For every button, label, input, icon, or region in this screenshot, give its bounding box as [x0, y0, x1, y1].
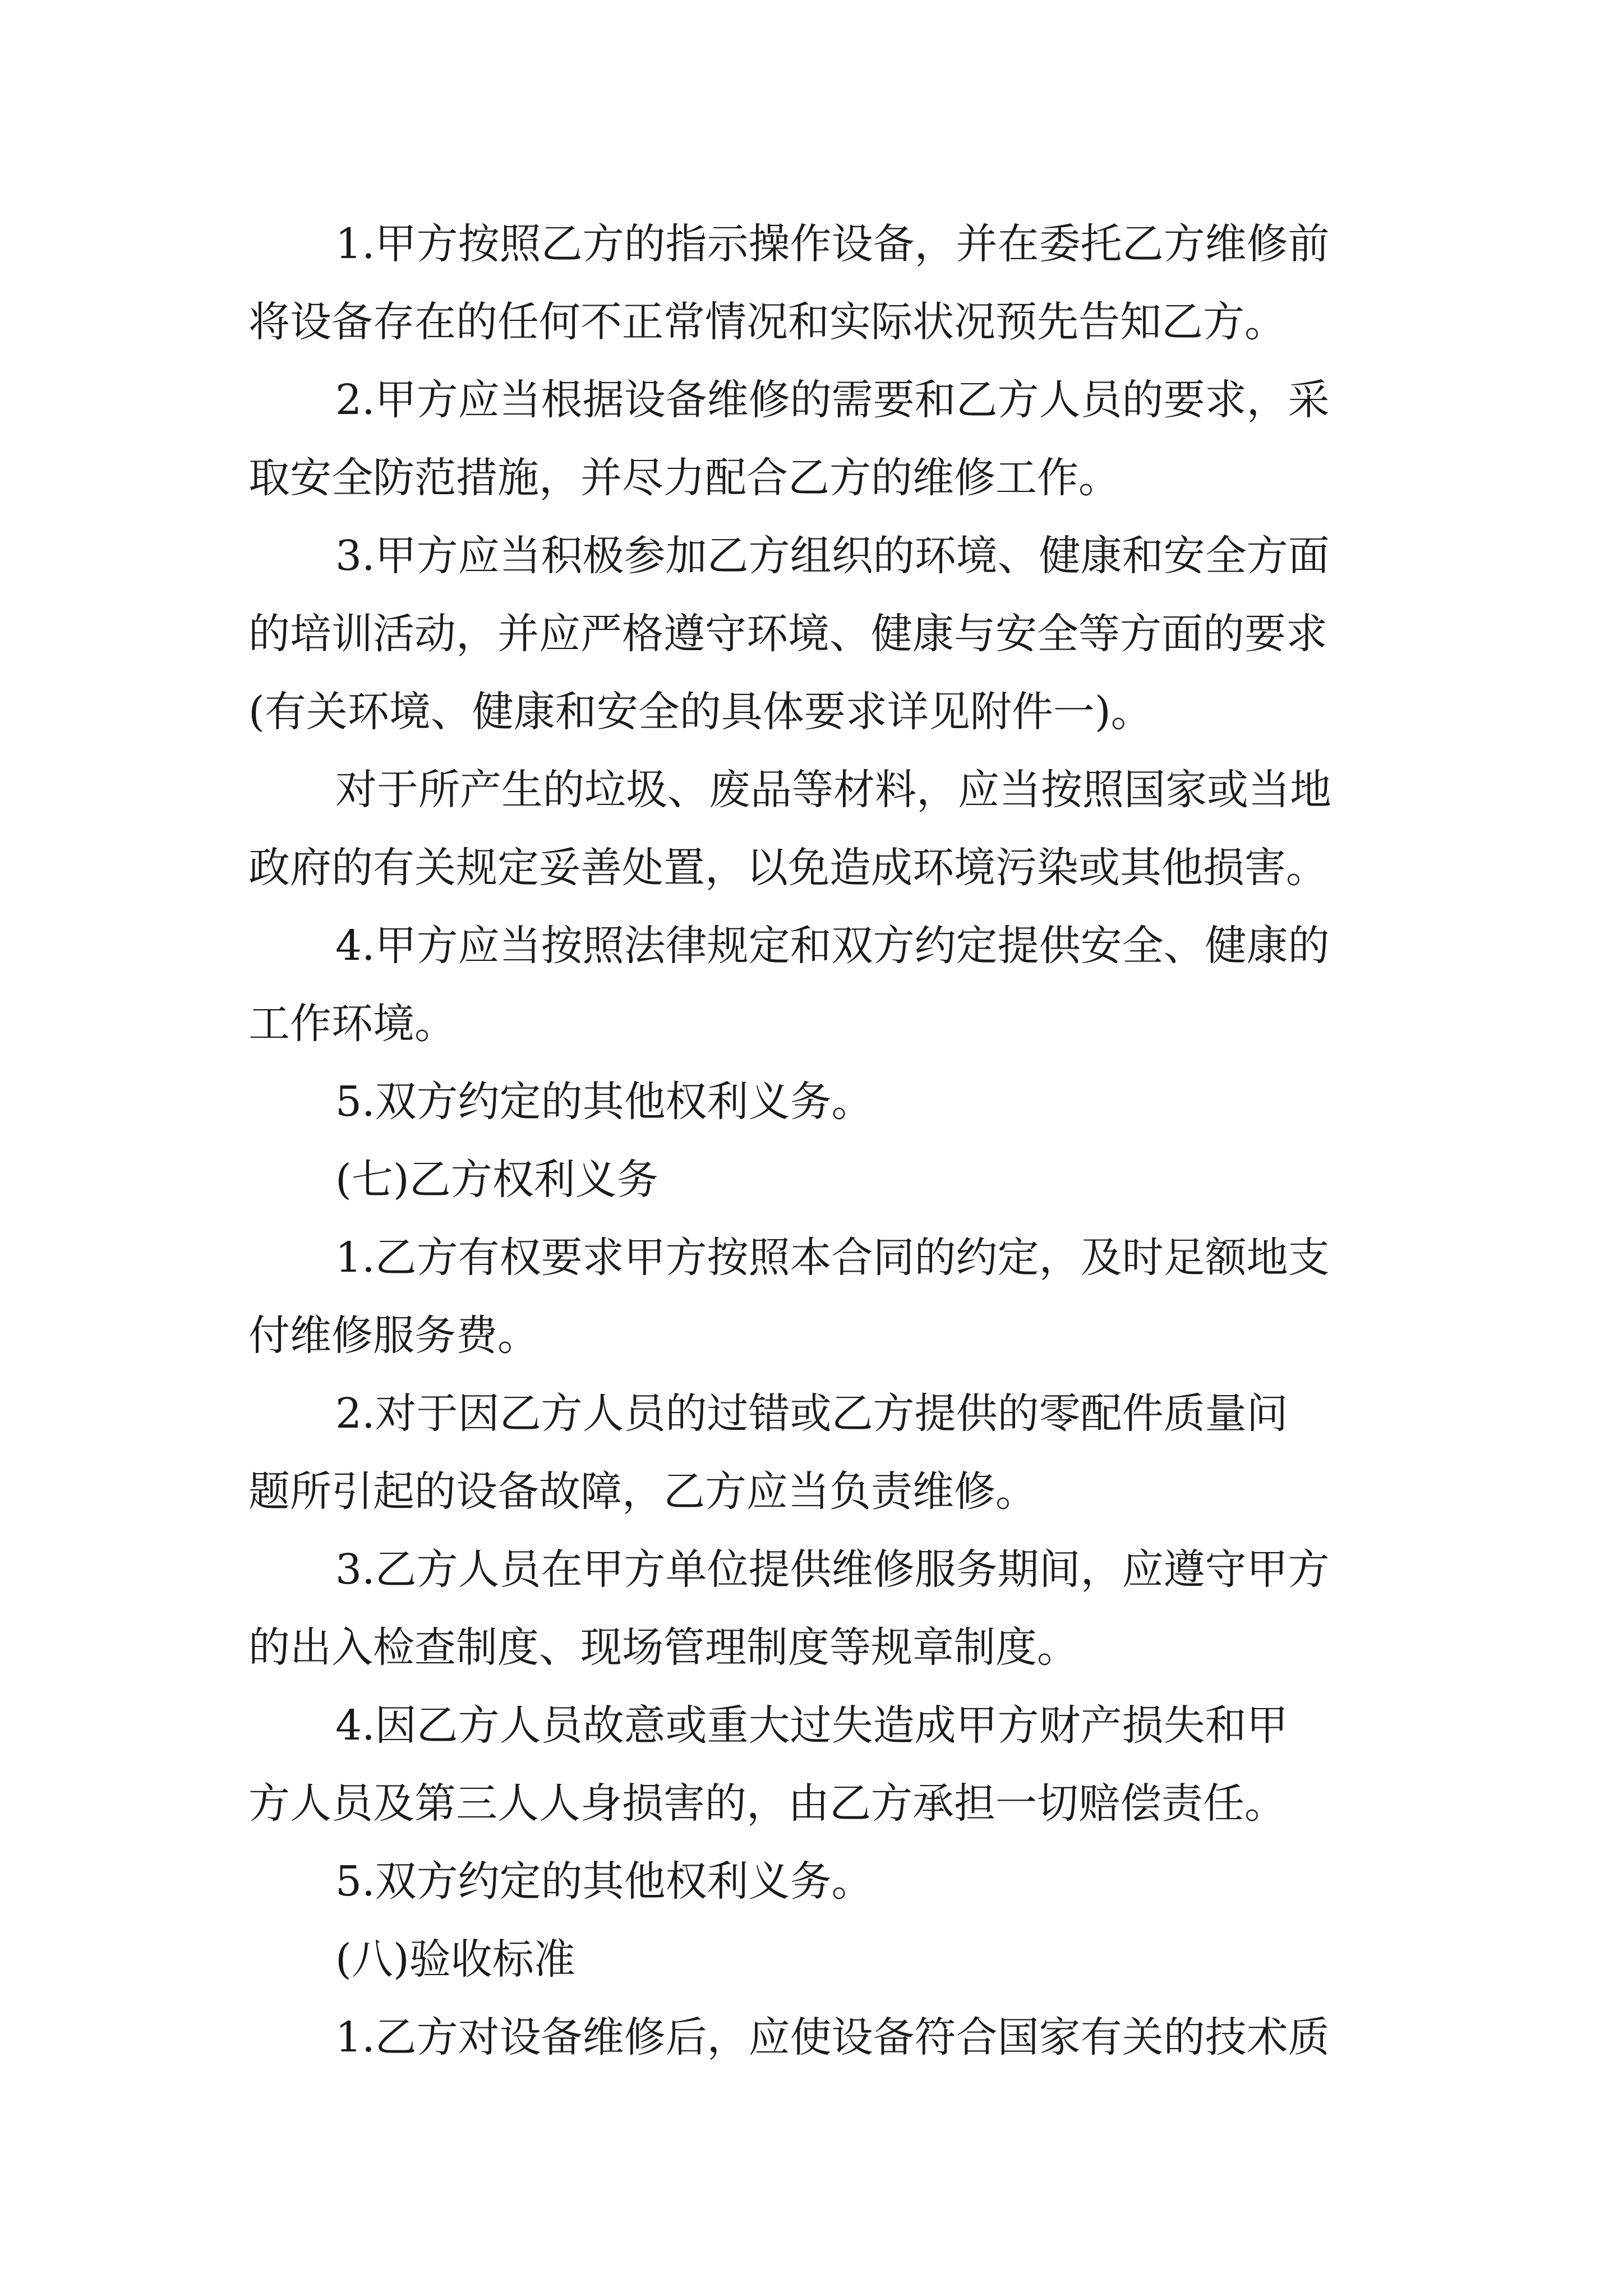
- text-line: [0, 984, 1623, 1063]
- line-text: (八)验收标准: [335, 1935, 575, 1984]
- line-text: 方人员及第三人人身损害的，由乙方承担一切赔偿责任。: [248, 1779, 1286, 1828]
- line-text: 将设备存在的任何不正常情况和实际状况预先告知乙方。: [248, 298, 1286, 346]
- line-text: 的培训活动，并应严格遵守环境、健康与安全等方面的要求: [248, 610, 1327, 658]
- text-line: [0, 1608, 1623, 1687]
- text-line: [0, 1686, 1623, 1765]
- text-line: [0, 517, 1623, 595]
- line-text: 3.乙方人员在甲方单位提供维修服务期间，应遵守甲方: [335, 1545, 1330, 1594]
- line-text: 取安全防范措施，并尽力配合乙方的维修工作。: [248, 454, 1120, 502]
- line-text: 工作环境。: [248, 1000, 456, 1048]
- line-text: 1.甲方按照乙方的指示操作设备，并在委托乙方维修前: [335, 220, 1330, 268]
- text-line: [0, 1452, 1623, 1531]
- text-line: [0, 907, 1623, 985]
- line-text: 1.乙方对设备维修后，应使设备符合国家有关的技术质: [335, 2013, 1330, 2062]
- text-line: [0, 1062, 1623, 1141]
- line-text: 题所引起的设备故障，乙方应当负责维修。: [248, 1467, 1037, 1516]
- text-line: [0, 751, 1623, 829]
- line-text: (七)乙方权利义务: [335, 1156, 658, 1204]
- text-line: [0, 1998, 1623, 2077]
- text-line: [0, 1296, 1623, 1375]
- text-line: [0, 673, 1623, 751]
- section-heading: [0, 1920, 1623, 1999]
- text-line: [0, 1842, 1623, 1921]
- section-heading: [0, 1140, 1623, 1219]
- text-line: [0, 595, 1623, 673]
- text-line: [0, 361, 1623, 439]
- text-line: [0, 439, 1623, 517]
- line-text: 2.对于因乙方人员的过错或乙方提供的零配件质量问: [335, 1389, 1288, 1438]
- line-text: 付维修服务费。: [248, 1312, 539, 1360]
- line-text: 5.双方约定的其他权利义务。: [335, 1078, 873, 1126]
- line-text: 4.因乙方人员故意或重大过失造成甲方财产损失和甲: [335, 1701, 1288, 1750]
- text-line: [0, 205, 1623, 283]
- line-text: 1.乙方有权要求甲方按照本合同的约定，及时足额地支: [335, 1234, 1330, 1282]
- line-text: 的出入检查制度、现场管理制度等规章制度。: [248, 1623, 1078, 1672]
- text-line: [0, 1218, 1623, 1297]
- text-line: [0, 1374, 1623, 1453]
- line-text: 3.甲方应当积极参加乙方组织的环境、健康和安全方面: [335, 532, 1330, 580]
- line-text: 4.甲方应当按照法律规定和双方约定提供安全、健康的: [335, 922, 1330, 970]
- text-line: [0, 829, 1623, 907]
- text-line: [0, 1530, 1623, 1609]
- line-text: 政府的有关规定妥善处置，以免造成环境污染或其他损害。: [248, 844, 1327, 892]
- line-text: 对于所产生的垃圾、废品等材料，应当按照国家或当地: [335, 766, 1331, 814]
- line-text: (有关环境、健康和安全的具体要求详见附件一)。: [248, 688, 1152, 736]
- line-text: 2.甲方应当根据设备维修的需要和乙方人员的要求，采: [335, 376, 1330, 424]
- line-text: 5.双方约定的其他权利义务。: [335, 1857, 873, 1906]
- text-line: [0, 1764, 1623, 1843]
- text-line: [0, 283, 1623, 361]
